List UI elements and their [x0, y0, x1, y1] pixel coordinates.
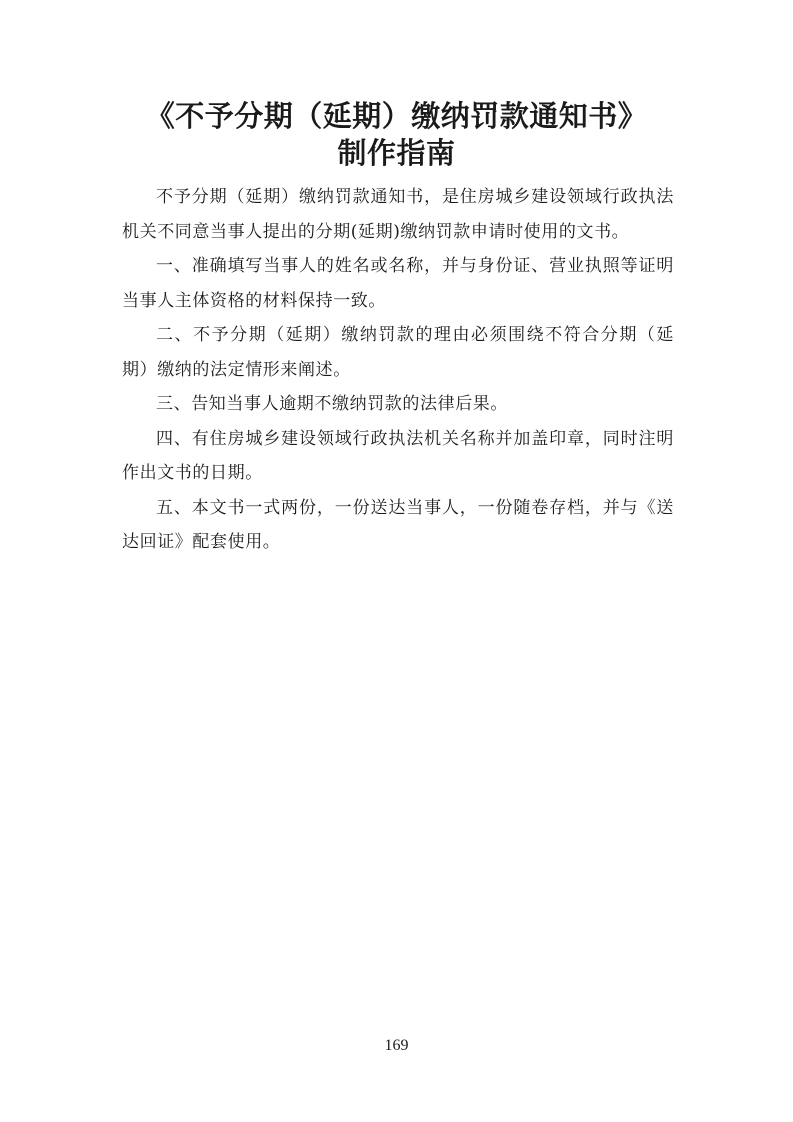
paragraph-item-2: 二、不予分期（延期）缴纳罚款的理由必须围绕不符合分期（延期）缴纳的法定情形来阐述。: [122, 325, 674, 380]
page-number: 169: [384, 1037, 409, 1054]
document-body: [122, 180, 674, 560]
document-title-line-1: 《不予分期（延期）缴纳罚款通知书》: [145, 99, 648, 133]
paragraph-item-4: 四、有住房城乡建设领域行政执法机关名称并加盖印章，同时注明作出文书的日期。: [122, 428, 674, 483]
document-title-line-2: 制作指南: [337, 136, 456, 170]
paragraph-item-3: 三、告知当事人逾期不缴纳罚款的法律后果。: [156, 394, 508, 414]
paragraph-item-5: 五、本文书一式两份，一份送达当事人，一份随卷存档，并与《送达回证》配套使用。: [122, 497, 674, 552]
paragraph-intro: 不予分期（延期）缴纳罚款通知书，是住房城乡建设领域行政执法机关不同意当事人提出的分期(延期)缴纳罚款申请时使用的文书。: [122, 187, 674, 242]
paragraph-item-1: 一、准确填写当事人的姓名或名称，并与身份证、营业执照等证明当事人主体资格的材料保持一致。: [122, 256, 674, 311]
